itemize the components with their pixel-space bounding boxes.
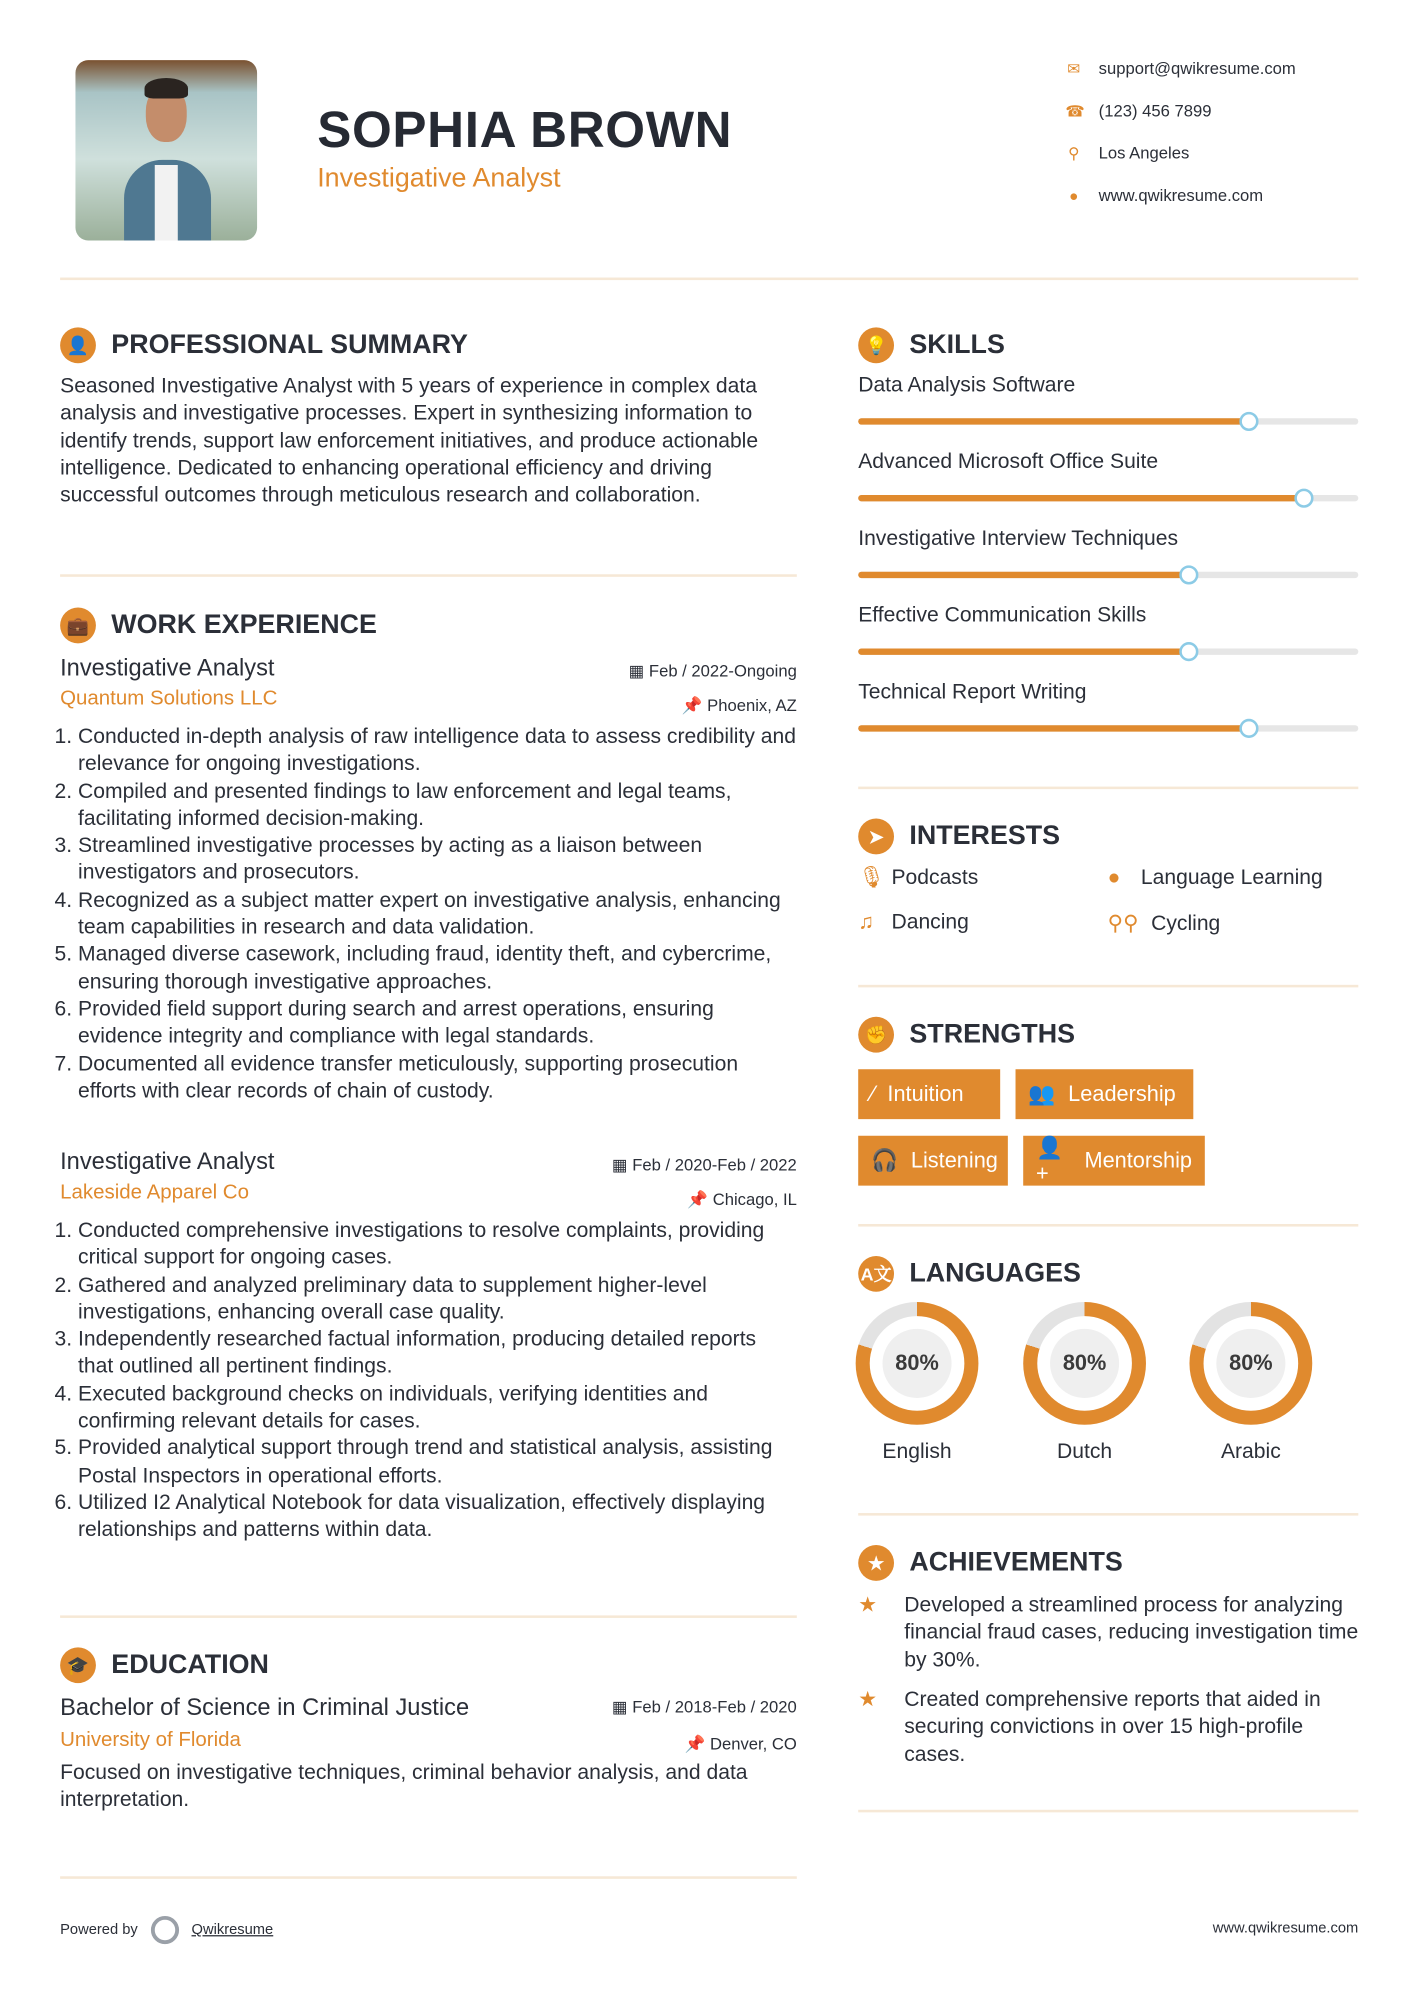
job-date: ▦ Feb / 2022-Ongoing bbox=[628, 661, 797, 681]
language-item bbox=[856, 1302, 979, 1464]
skill-name: Investigative Interview Techniques bbox=[858, 526, 1179, 550]
divider bbox=[858, 1810, 1358, 1813]
list-item: 4. Recognized as a subject matter expert on investigative analysis, enhancing team capabilities in research and data validation. bbox=[78, 887, 797, 941]
skill-bar bbox=[858, 725, 1358, 731]
degree: Bachelor of Science in Criminal Justice bbox=[60, 1693, 470, 1721]
list-item: 2. Gathered and analyzed preliminary data to supplement higher-level investigations, enhancing overall case quality. bbox=[78, 1272, 797, 1326]
list-item: 3. Independently researched factual information, producing detailed reports that outlined all pertinent findings. bbox=[78, 1327, 797, 1381]
language-ring: 80% bbox=[1023, 1302, 1146, 1425]
interest-item: ⚲⚲ Cycling bbox=[1107, 911, 1221, 935]
list-item: 7. Documented all evidence transfer meticulously, supporting prosecution efforts with clear records of chain of custody. bbox=[78, 1051, 797, 1105]
user-plus-icon: 👤+ bbox=[1035, 1135, 1064, 1185]
strength-tag: 👤+ Mentorship bbox=[1023, 1136, 1205, 1186]
job-entry bbox=[60, 1147, 797, 1544]
pin-icon: 📌 bbox=[681, 695, 708, 715]
skill-bar-fill bbox=[858, 495, 1303, 501]
contact-website[interactable]: ● www.qwikresume.com bbox=[1065, 185, 1263, 204]
interests-heading: ➤ INTERESTS bbox=[858, 819, 1060, 855]
star-icon: ★ bbox=[858, 1688, 878, 1712]
microphone-icon: 🎙 bbox=[858, 865, 886, 889]
skill-name: Advanced Microsoft Office Suite bbox=[858, 450, 1159, 474]
job-entry bbox=[60, 654, 797, 1106]
skill-knob bbox=[1179, 642, 1198, 661]
languages-heading: A文 LANGUAGES bbox=[858, 1256, 1081, 1292]
list-item: 5. Managed diverse casework, including fraud, identity theft, and cybercrime, ensuring thorough investigative approaches. bbox=[78, 942, 797, 996]
list-item: 4. Executed background checks on individuals, verifying identities and confirming relevant details for cases. bbox=[78, 1381, 797, 1435]
job-bullets bbox=[60, 1218, 797, 1545]
map-pin-icon: ⚲ bbox=[1068, 143, 1080, 162]
footer-powered: Powered by Qwikresume bbox=[60, 1916, 273, 1944]
graduation-icon: 🎓 bbox=[60, 1647, 96, 1683]
education-location: 📌 Denver, CO bbox=[684, 1734, 797, 1754]
skill-bar bbox=[858, 495, 1358, 501]
interest-item: ♫ Dancing bbox=[858, 910, 969, 934]
achievement-item: ★ Developed a streamlined process for analyzing financial fraud cases, reducing investigation time by 30%. bbox=[858, 1592, 1363, 1674]
summary-heading: 👤 PROFESSIONAL SUMMARY bbox=[60, 327, 468, 363]
education-desc: Focused on investigative techniques, criminal behavior analysis, and data interpretation. bbox=[60, 1761, 748, 1812]
achievements-heading: ★ ACHIEVEMENTS bbox=[858, 1545, 1123, 1581]
calendar-icon: ▦ bbox=[611, 1697, 633, 1717]
language-name: English bbox=[882, 1440, 952, 1464]
divider bbox=[60, 574, 797, 577]
summary-text: Seasoned Investigative Analyst with 5 years of experience in complex data analysis and investigative processes. Expert in synthesizing information to identify trends, support law enforcement initiatives, and produce actionable intelligence. Dedicated to enhancing operational efficiency and driving successful outcomes through meticulous research and collaboration. bbox=[60, 374, 759, 507]
headphones-icon: 🎧 bbox=[870, 1147, 899, 1173]
strength-tag: 🎧 Listening bbox=[858, 1136, 1008, 1186]
list-item: 1. Conducted comprehensive investigations to resolve complaints, providing critical support for ongoing cases. bbox=[78, 1218, 797, 1272]
candidate-title: Investigative Analyst bbox=[317, 163, 561, 194]
skill-bar bbox=[858, 572, 1358, 578]
list-item: 6. Utilized I2 Analytical Notebook for data visualization, effectively displaying relationships and patterns within data. bbox=[78, 1490, 797, 1544]
skill-item bbox=[858, 680, 1358, 757]
candidate-name: SOPHIA BROWN bbox=[317, 102, 733, 159]
list-item: 5. Provided analytical support through trend and statistical analysis, assisting Postal Inspectors in operational efforts. bbox=[78, 1436, 797, 1490]
job-title: Investigative Analyst bbox=[60, 1147, 275, 1175]
briefcase-icon: 💼 bbox=[60, 608, 96, 644]
skill-bar bbox=[858, 648, 1358, 654]
skill-bar bbox=[858, 418, 1358, 424]
pin-icon: 📌 bbox=[684, 1734, 710, 1754]
skill-item bbox=[858, 373, 1358, 450]
interest-item: ● Language Learning bbox=[1107, 865, 1323, 889]
strengths-heading: ✊ STRENGTHS bbox=[858, 1017, 1075, 1053]
list-item: 2. Compiled and presented findings to law enforcement and legal teams, facilitating informed decision-making. bbox=[78, 778, 797, 832]
skills-heading: 💡 SKILLS bbox=[858, 327, 1005, 363]
language-ring: 80% bbox=[856, 1302, 979, 1425]
language-name: Dutch bbox=[1057, 1440, 1113, 1464]
divider bbox=[858, 1513, 1358, 1516]
lightbulb-icon: 💡 bbox=[858, 327, 894, 363]
language-item bbox=[1023, 1302, 1146, 1464]
star-badge-icon: ★ bbox=[858, 1545, 894, 1581]
interest-item: 🎙 Podcasts bbox=[858, 865, 979, 889]
job-company: Quantum Solutions LLC bbox=[60, 688, 278, 710]
skill-name: Effective Communication Skills bbox=[858, 603, 1147, 627]
language-name: Arabic bbox=[1220, 1440, 1281, 1464]
divider bbox=[858, 985, 1358, 988]
job-date: ▦ Feb / 2020-Feb / 2022 bbox=[611, 1154, 797, 1175]
skill-knob bbox=[1294, 489, 1313, 508]
education-entry bbox=[60, 1693, 797, 1814]
strength-tag: 👥 Leadership bbox=[1016, 1069, 1194, 1119]
skill-item bbox=[858, 604, 1358, 681]
school: University of Florida bbox=[60, 1729, 241, 1751]
paper-plane-icon: ➤ bbox=[858, 819, 894, 855]
contact-phone: ☎ (123) 456 7899 bbox=[1065, 101, 1212, 121]
skill-item bbox=[858, 450, 1358, 527]
music-note-icon: ♫ bbox=[858, 910, 875, 934]
list-item: 3. Streamlined investigative processes by acting as a liaison between investigators and prosecutors. bbox=[78, 833, 797, 887]
education-heading: 🎓 EDUCATION bbox=[60, 1647, 269, 1683]
work-heading: 💼 WORK EXPERIENCE bbox=[60, 608, 377, 644]
translate-icon: A文 bbox=[858, 1256, 894, 1292]
envelope-icon: ✉ bbox=[1067, 59, 1081, 78]
divider bbox=[60, 1876, 797, 1879]
job-bullets bbox=[60, 724, 797, 1105]
strength-tag: ⁄ Intuition bbox=[858, 1069, 1000, 1119]
phone-icon: ☎ bbox=[1065, 101, 1085, 120]
divider bbox=[858, 1224, 1358, 1227]
user-icon: 👤 bbox=[60, 327, 96, 363]
fist-icon: ✊ bbox=[858, 1017, 894, 1053]
skills-list bbox=[858, 373, 1358, 757]
globe-icon: ● bbox=[1069, 186, 1079, 205]
job-location: 📌 Chicago, IL bbox=[687, 1189, 797, 1209]
calendar-icon: ▦ bbox=[628, 661, 649, 681]
profile-photo bbox=[75, 60, 257, 240]
skill-bar-fill bbox=[858, 648, 1188, 654]
globe-icon: ● bbox=[1107, 865, 1121, 889]
contact-email[interactable]: ✉ support@qwikresume.com bbox=[1067, 58, 1296, 79]
divider bbox=[60, 1615, 797, 1618]
contact-location: ⚲ Los Angeles bbox=[1065, 143, 1189, 162]
education-date: ▦ Feb / 2018-Feb / 2020 bbox=[611, 1697, 797, 1717]
skill-name: Technical Report Writing bbox=[858, 680, 1087, 704]
divider bbox=[858, 787, 1358, 790]
skill-item bbox=[858, 527, 1358, 604]
list-item: 6. Provided field support during search and arrest operations, ensuring evidence integrity and compliance with legal standards. bbox=[78, 996, 797, 1050]
skill-bar-fill bbox=[858, 418, 1248, 424]
magic-wand-icon: ⁄ bbox=[870, 1081, 875, 1106]
achievement-item: ★ Created comprehensive reports that aided in securing convictions in over 15 high-profile cases. bbox=[858, 1687, 1363, 1769]
brand-link[interactable]: Qwikresume bbox=[191, 1922, 274, 1938]
pin-icon: 📌 bbox=[687, 1189, 713, 1209]
skill-knob bbox=[1239, 719, 1258, 738]
language-item bbox=[1189, 1302, 1312, 1464]
footer-url[interactable]: www.qwikresume.com bbox=[1212, 1921, 1359, 1937]
users-icon: 👥 bbox=[1028, 1081, 1056, 1106]
list-item: 1. Conducted in-depth analysis of raw intelligence data to assess credibility and relevance for ongoing investigations. bbox=[78, 724, 797, 778]
qwikresume-logo-icon bbox=[151, 1916, 179, 1944]
skill-name: Data Analysis Software bbox=[858, 373, 1076, 397]
job-title: Investigative Analyst bbox=[60, 653, 275, 681]
skill-bar-fill bbox=[858, 725, 1248, 731]
star-icon: ★ bbox=[858, 1593, 878, 1617]
language-ring: 80% bbox=[1189, 1302, 1312, 1425]
skill-bar-fill bbox=[858, 572, 1188, 578]
skill-knob bbox=[1239, 412, 1258, 431]
divider bbox=[60, 278, 1358, 281]
job-company: Lakeside Apparel Co bbox=[60, 1181, 249, 1204]
job-location: 📌 Phoenix, AZ bbox=[681, 695, 797, 715]
bicycle-icon: ⚲⚲ bbox=[1107, 911, 1139, 935]
skill-knob bbox=[1179, 565, 1198, 584]
calendar-icon: ▦ bbox=[611, 1154, 633, 1175]
